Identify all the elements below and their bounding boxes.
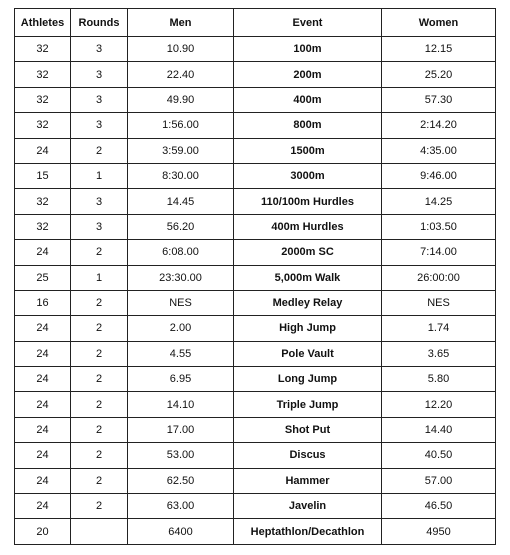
cell-rounds: 3 [71, 62, 128, 87]
cell-women: 57.00 [382, 468, 496, 493]
cell-athletes: 32 [15, 87, 71, 112]
cell-athletes: 32 [15, 62, 71, 87]
cell-athletes: 24 [15, 316, 71, 341]
cell-men: 6:08.00 [128, 240, 234, 265]
table-row [15, 367, 496, 392]
cell-event: Medley Relay [234, 290, 382, 315]
cell-women: 12.20 [382, 392, 496, 417]
cell-men: 4.55 [128, 341, 234, 366]
cell-women: 12.15 [382, 37, 496, 62]
cell-athletes: 24 [15, 417, 71, 442]
cell-rounds: 2 [71, 341, 128, 366]
cell-event: Discus [234, 443, 382, 468]
header-rounds: Rounds [71, 9, 128, 37]
table-body [15, 37, 496, 545]
cell-men: 14.10 [128, 392, 234, 417]
cell-event: 5,000m Walk [234, 265, 382, 290]
cell-athletes: 24 [15, 392, 71, 417]
cell-men: 8:30.00 [128, 163, 234, 188]
cell-event: Long Jump [234, 367, 382, 392]
cell-men: 10.90 [128, 37, 234, 62]
cell-rounds: 1 [71, 163, 128, 188]
table-row [15, 37, 496, 62]
cell-athletes: 24 [15, 138, 71, 163]
cell-men: 53.00 [128, 443, 234, 468]
cell-athletes: 16 [15, 290, 71, 315]
cell-event: 2000m SC [234, 240, 382, 265]
cell-women: NES [382, 290, 496, 315]
cell-women: 2:14.20 [382, 113, 496, 138]
table-row [15, 163, 496, 188]
standards-table-container [14, 8, 496, 545]
cell-rounds: 2 [71, 240, 128, 265]
table-row [15, 87, 496, 112]
cell-rounds [71, 519, 128, 544]
cell-event: 1500m [234, 138, 382, 163]
table-row [15, 316, 496, 341]
cell-athletes: 32 [15, 189, 71, 214]
cell-rounds: 3 [71, 87, 128, 112]
table-row [15, 138, 496, 163]
cell-athletes: 24 [15, 341, 71, 366]
cell-event: High Jump [234, 316, 382, 341]
cell-event: 200m [234, 62, 382, 87]
table-row [15, 189, 496, 214]
cell-rounds: 2 [71, 367, 128, 392]
cell-men: 6400 [128, 519, 234, 544]
cell-event: Pole Vault [234, 341, 382, 366]
cell-event: 3000m [234, 163, 382, 188]
cell-men: 62.50 [128, 468, 234, 493]
cell-athletes: 20 [15, 519, 71, 544]
cell-event: Triple Jump [234, 392, 382, 417]
cell-rounds: 3 [71, 37, 128, 62]
cell-event: 110/100m Hurdles [234, 189, 382, 214]
cell-athletes: 24 [15, 468, 71, 493]
cell-women: 9:46.00 [382, 163, 496, 188]
cell-women: 3.65 [382, 341, 496, 366]
cell-rounds: 3 [71, 214, 128, 239]
cell-men: 22.40 [128, 62, 234, 87]
cell-women: 14.40 [382, 417, 496, 442]
cell-event: 800m [234, 113, 382, 138]
cell-event: 400m [234, 87, 382, 112]
cell-men: 17.00 [128, 417, 234, 442]
cell-women: 25.20 [382, 62, 496, 87]
cell-women: 1:03.50 [382, 214, 496, 239]
cell-event: Javelin [234, 494, 382, 519]
table-row [15, 290, 496, 315]
cell-men: 23:30.00 [128, 265, 234, 290]
cell-men: NES [128, 290, 234, 315]
cell-women: 1.74 [382, 316, 496, 341]
standards-table [14, 8, 496, 545]
header-men: Men [128, 9, 234, 37]
table-row [15, 468, 496, 493]
cell-athletes: 24 [15, 443, 71, 468]
cell-women: 57.30 [382, 87, 496, 112]
table-row [15, 494, 496, 519]
cell-athletes: 32 [15, 37, 71, 62]
cell-men: 3:59.00 [128, 138, 234, 163]
cell-men: 1:56.00 [128, 113, 234, 138]
header-women: Women [382, 9, 496, 37]
table-row [15, 214, 496, 239]
cell-women: 26:00:00 [382, 265, 496, 290]
cell-women: 7:14.00 [382, 240, 496, 265]
cell-men: 63.00 [128, 494, 234, 519]
cell-event: Heptathlon/Decathlon [234, 519, 382, 544]
table-row [15, 417, 496, 442]
cell-athletes: 32 [15, 214, 71, 239]
cell-women: 5.80 [382, 367, 496, 392]
table-row [15, 62, 496, 87]
table-row [15, 265, 496, 290]
cell-men: 14.45 [128, 189, 234, 214]
cell-rounds: 3 [71, 189, 128, 214]
cell-men: 56.20 [128, 214, 234, 239]
cell-women: 14.25 [382, 189, 496, 214]
cell-men: 49.90 [128, 87, 234, 112]
cell-rounds: 2 [71, 138, 128, 163]
cell-athletes: 24 [15, 240, 71, 265]
cell-men: 6.95 [128, 367, 234, 392]
header-event: Event [234, 9, 382, 37]
cell-athletes: 32 [15, 113, 71, 138]
header-athletes: Athletes [15, 9, 71, 37]
table-row [15, 392, 496, 417]
cell-rounds: 3 [71, 113, 128, 138]
header-row [15, 9, 496, 37]
table-row [15, 341, 496, 366]
cell-men: 2.00 [128, 316, 234, 341]
cell-women: 40.50 [382, 443, 496, 468]
cell-athletes: 25 [15, 265, 71, 290]
table-row [15, 113, 496, 138]
cell-rounds: 2 [71, 290, 128, 315]
cell-women: 4950 [382, 519, 496, 544]
table-header [15, 9, 496, 37]
cell-event: Shot Put [234, 417, 382, 442]
cell-event: 400m Hurdles [234, 214, 382, 239]
cell-rounds: 2 [71, 494, 128, 519]
cell-rounds: 2 [71, 392, 128, 417]
cell-event: 100m [234, 37, 382, 62]
cell-athletes: 24 [15, 494, 71, 519]
cell-event: Hammer [234, 468, 382, 493]
cell-rounds: 2 [71, 316, 128, 341]
table-row [15, 443, 496, 468]
cell-women: 46.50 [382, 494, 496, 519]
cell-rounds: 2 [71, 417, 128, 442]
cell-rounds: 1 [71, 265, 128, 290]
table-row [15, 240, 496, 265]
cell-rounds: 2 [71, 443, 128, 468]
cell-athletes: 15 [15, 163, 71, 188]
cell-rounds: 2 [71, 468, 128, 493]
cell-athletes: 24 [15, 367, 71, 392]
cell-women: 4:35.00 [382, 138, 496, 163]
table-row [15, 519, 496, 544]
